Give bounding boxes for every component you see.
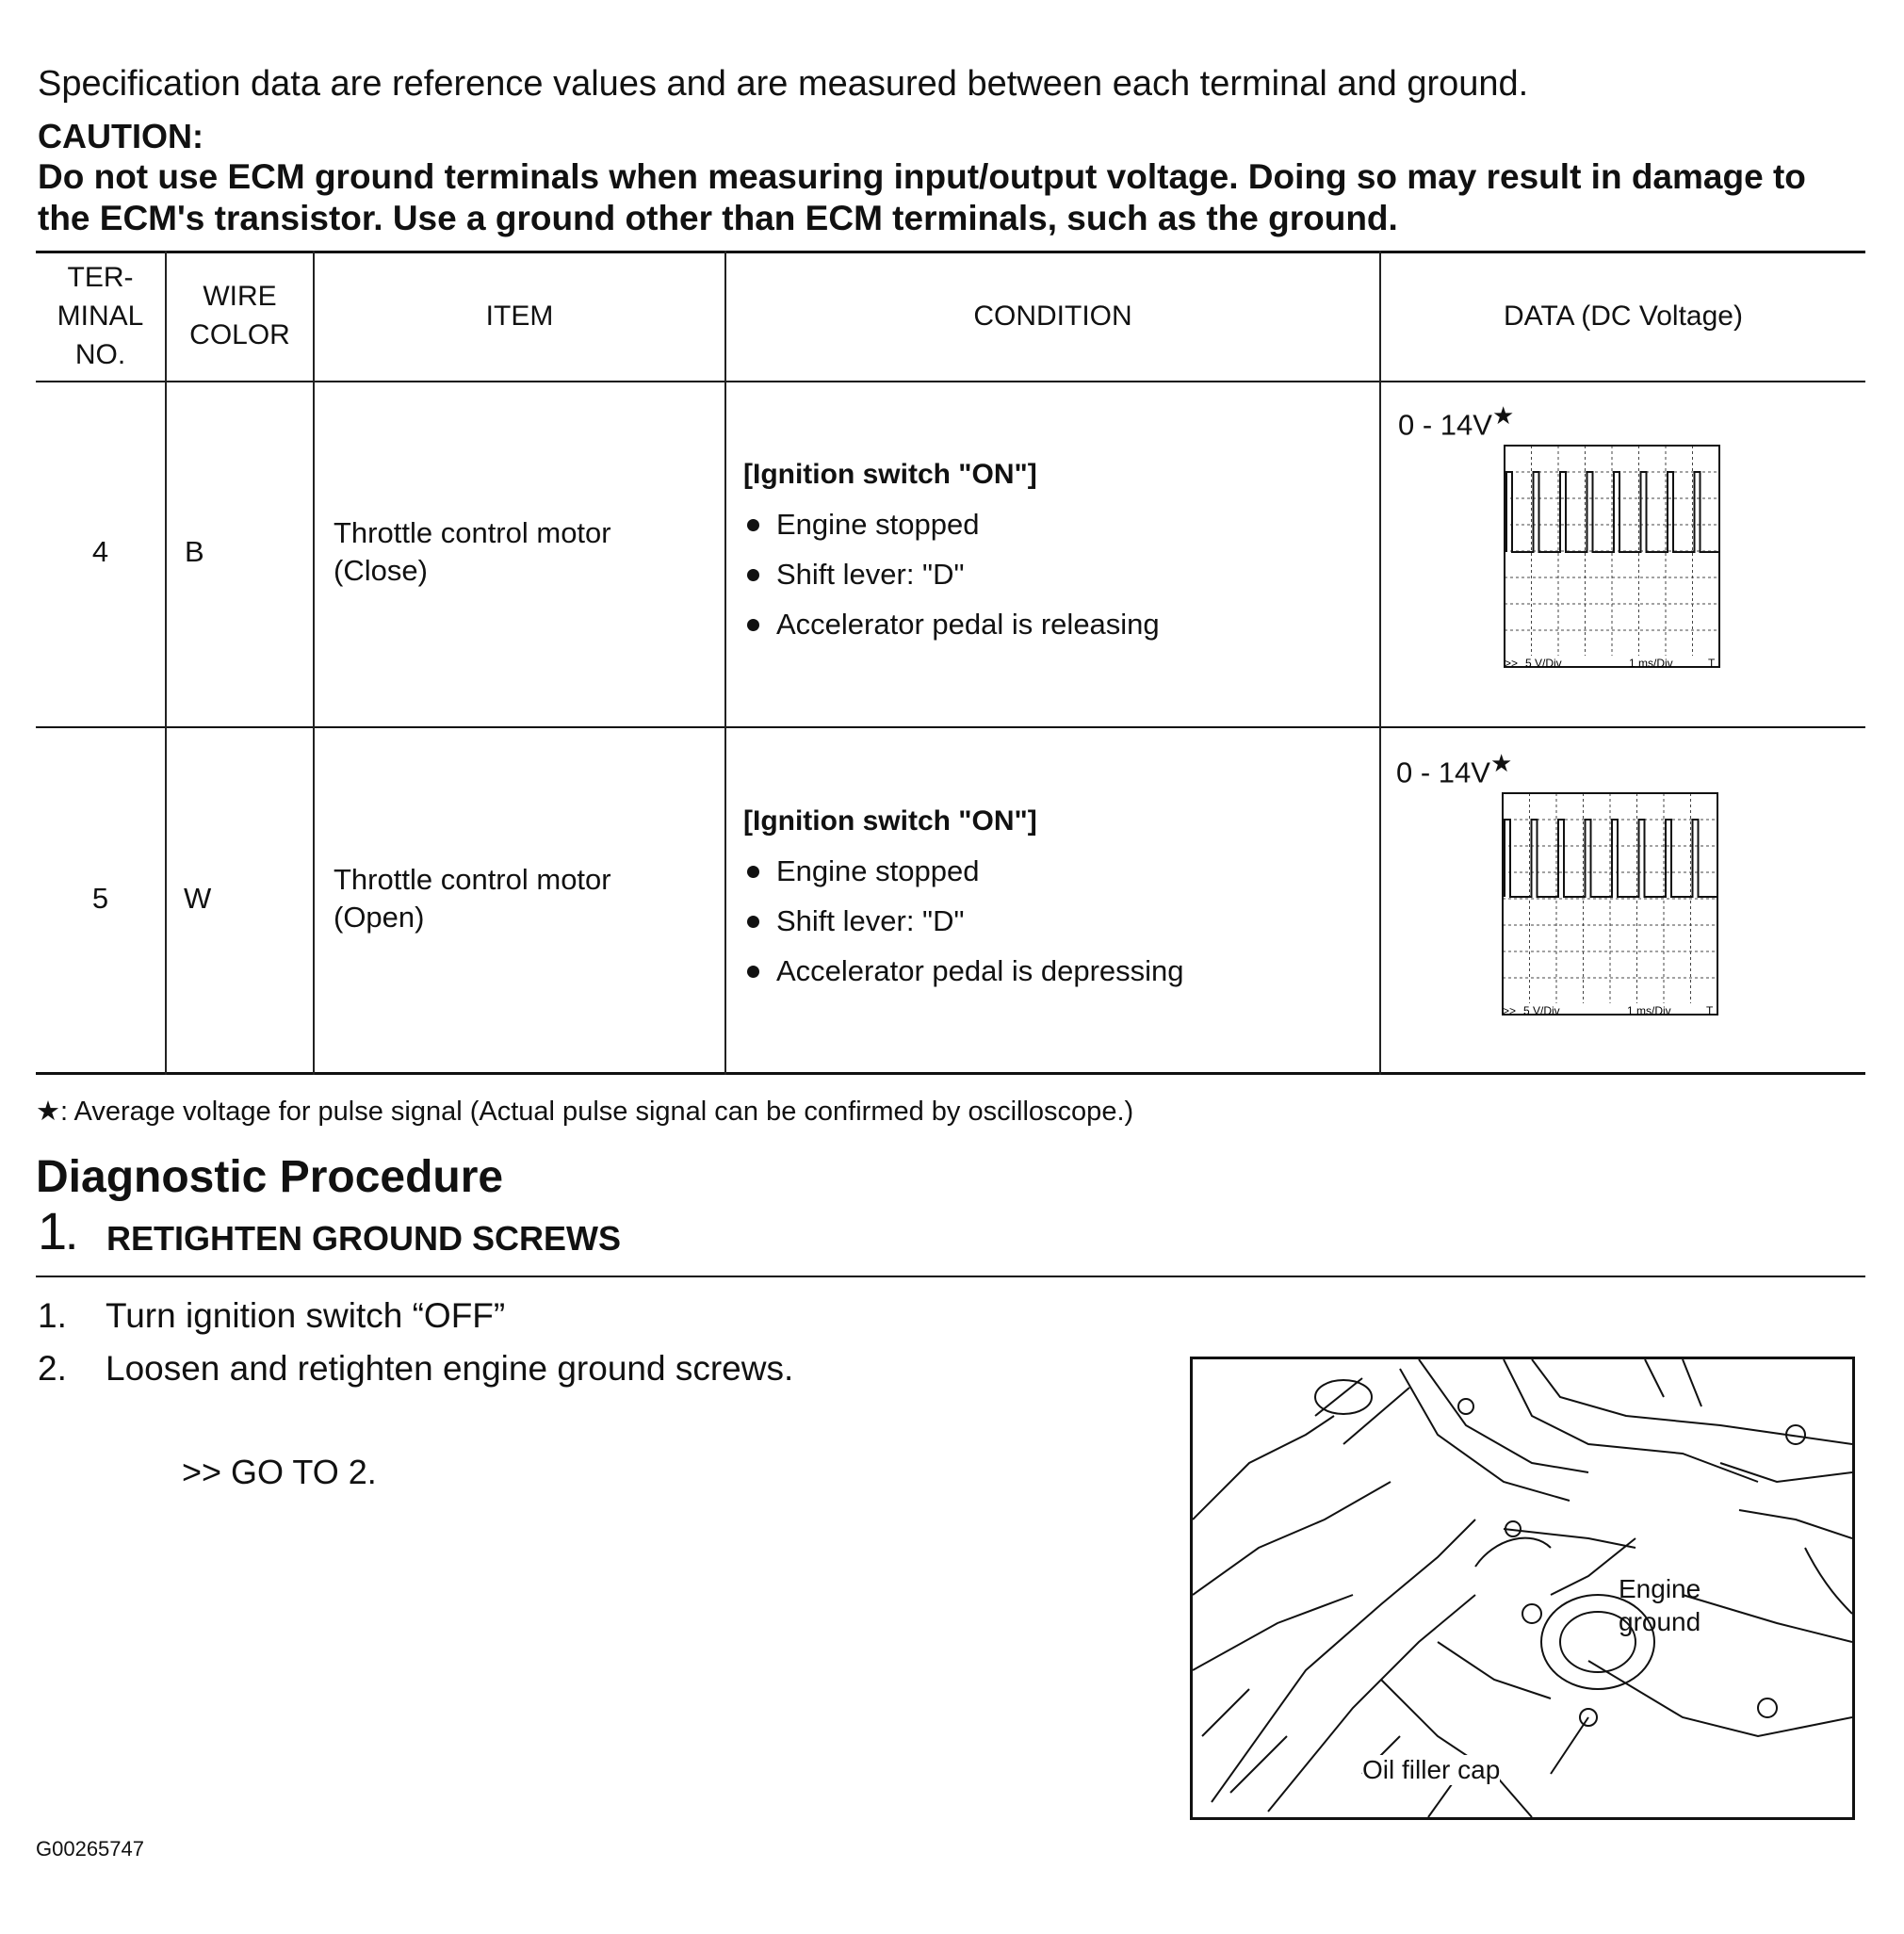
svg-text:1 ms/Div: 1 ms/Div bbox=[1627, 1004, 1671, 1017]
caution-body: Do not use ECM ground terminals when measuring input/output voltage. Doing so may result in damage to the ECM's transistor. Use a ground other than ECM terminals, such as the ground. bbox=[38, 157, 1806, 237]
row1-terminal: 4 bbox=[91, 535, 109, 568]
star-icon: ★ bbox=[36, 1097, 60, 1127]
svg-text:T: T bbox=[1706, 1004, 1714, 1017]
step-number: 1. bbox=[38, 1201, 77, 1260]
list-item: 2. Loosen and retighten engine ground screws. bbox=[38, 1349, 794, 1388]
specification-table bbox=[36, 251, 1865, 1075]
svg-text:1 ms/Div: 1 ms/Div bbox=[1629, 657, 1673, 670]
step-title: RETIGHTEN GROUND SCREWS bbox=[106, 1219, 622, 1258]
caution-heading: CAUTION: bbox=[38, 117, 203, 155]
list-item: Shift lever: "D" bbox=[743, 556, 1160, 593]
row1-condition: [Ignition switch "ON"] Engine stopped Shift lever: "D" Accelerator pedal is releasing bbox=[743, 456, 1160, 656]
list-item: Accelerator pedal is depressing bbox=[743, 952, 1184, 990]
header-condition: CONDITION bbox=[973, 300, 1132, 332]
row2-terminal: 5 bbox=[91, 882, 109, 915]
engine-ground-illustration bbox=[1190, 1357, 1855, 1820]
row2-data-value: 0 - 14V★ bbox=[1396, 749, 1513, 789]
row1-item: Throttle control motor (Close) bbox=[334, 516, 611, 587]
list-item: Shift lever: "D" bbox=[743, 902, 1184, 940]
divider bbox=[36, 1276, 1865, 1277]
goto-next-step: >> GO TO 2. bbox=[182, 1453, 377, 1491]
row2-wire: W bbox=[184, 882, 212, 915]
label-oil-filler-cap: Oil filler cap bbox=[1362, 1755, 1501, 1784]
row2-oscilloscope-waveform bbox=[1501, 791, 1722, 1022]
svg-text:>>: >> bbox=[1503, 1004, 1517, 1017]
list-item: Accelerator pedal is releasing bbox=[743, 606, 1160, 643]
list-item: Engine stopped bbox=[743, 853, 1184, 890]
section-title: Diagnostic Procedure bbox=[36, 1152, 504, 1202]
header-wire-color: WIRE COLOR bbox=[189, 281, 290, 350]
label-ground: ground bbox=[1619, 1607, 1701, 1636]
svg-text:5 V/Div: 5 V/Div bbox=[1525, 657, 1562, 670]
label-engine: Engine bbox=[1619, 1574, 1701, 1603]
svg-text:T: T bbox=[1708, 657, 1716, 670]
row1-wire: B bbox=[185, 535, 204, 568]
list-item: 1. Turn ignition switch “OFF” bbox=[38, 1296, 506, 1335]
footnote: ★: Average voltage for pulse signal (Actual pulse signal can be confirmed by oscilloscope.) bbox=[36, 1097, 1134, 1127]
row2-item: Throttle control motor (Open) bbox=[334, 863, 611, 934]
header-data: DATA (DC Voltage) bbox=[1504, 300, 1743, 332]
star-icon: ★ bbox=[1489, 749, 1513, 777]
header-item: ITEM bbox=[485, 300, 554, 332]
procedure-list bbox=[38, 1296, 793, 1402]
svg-text:>>: >> bbox=[1505, 657, 1519, 670]
svg-text:5 V/Div: 5 V/Div bbox=[1523, 1004, 1560, 1017]
star-icon: ★ bbox=[1491, 401, 1515, 430]
row2-condition: [Ignition switch "ON"] Engine stopped Shift lever: "D" Accelerator pedal is depressing bbox=[743, 803, 1184, 1002]
row1-data-value: 0 - 14V★ bbox=[1398, 401, 1515, 442]
list-item: Engine stopped bbox=[743, 506, 1160, 544]
row1-oscilloscope-waveform bbox=[1503, 444, 1724, 674]
header-terminal-no: TER- MINAL NO. bbox=[57, 261, 144, 370]
reference-code: G00265747 bbox=[36, 1837, 144, 1861]
intro-text: Specification data are reference values and are measured between each terminal and ground. bbox=[38, 64, 1529, 104]
